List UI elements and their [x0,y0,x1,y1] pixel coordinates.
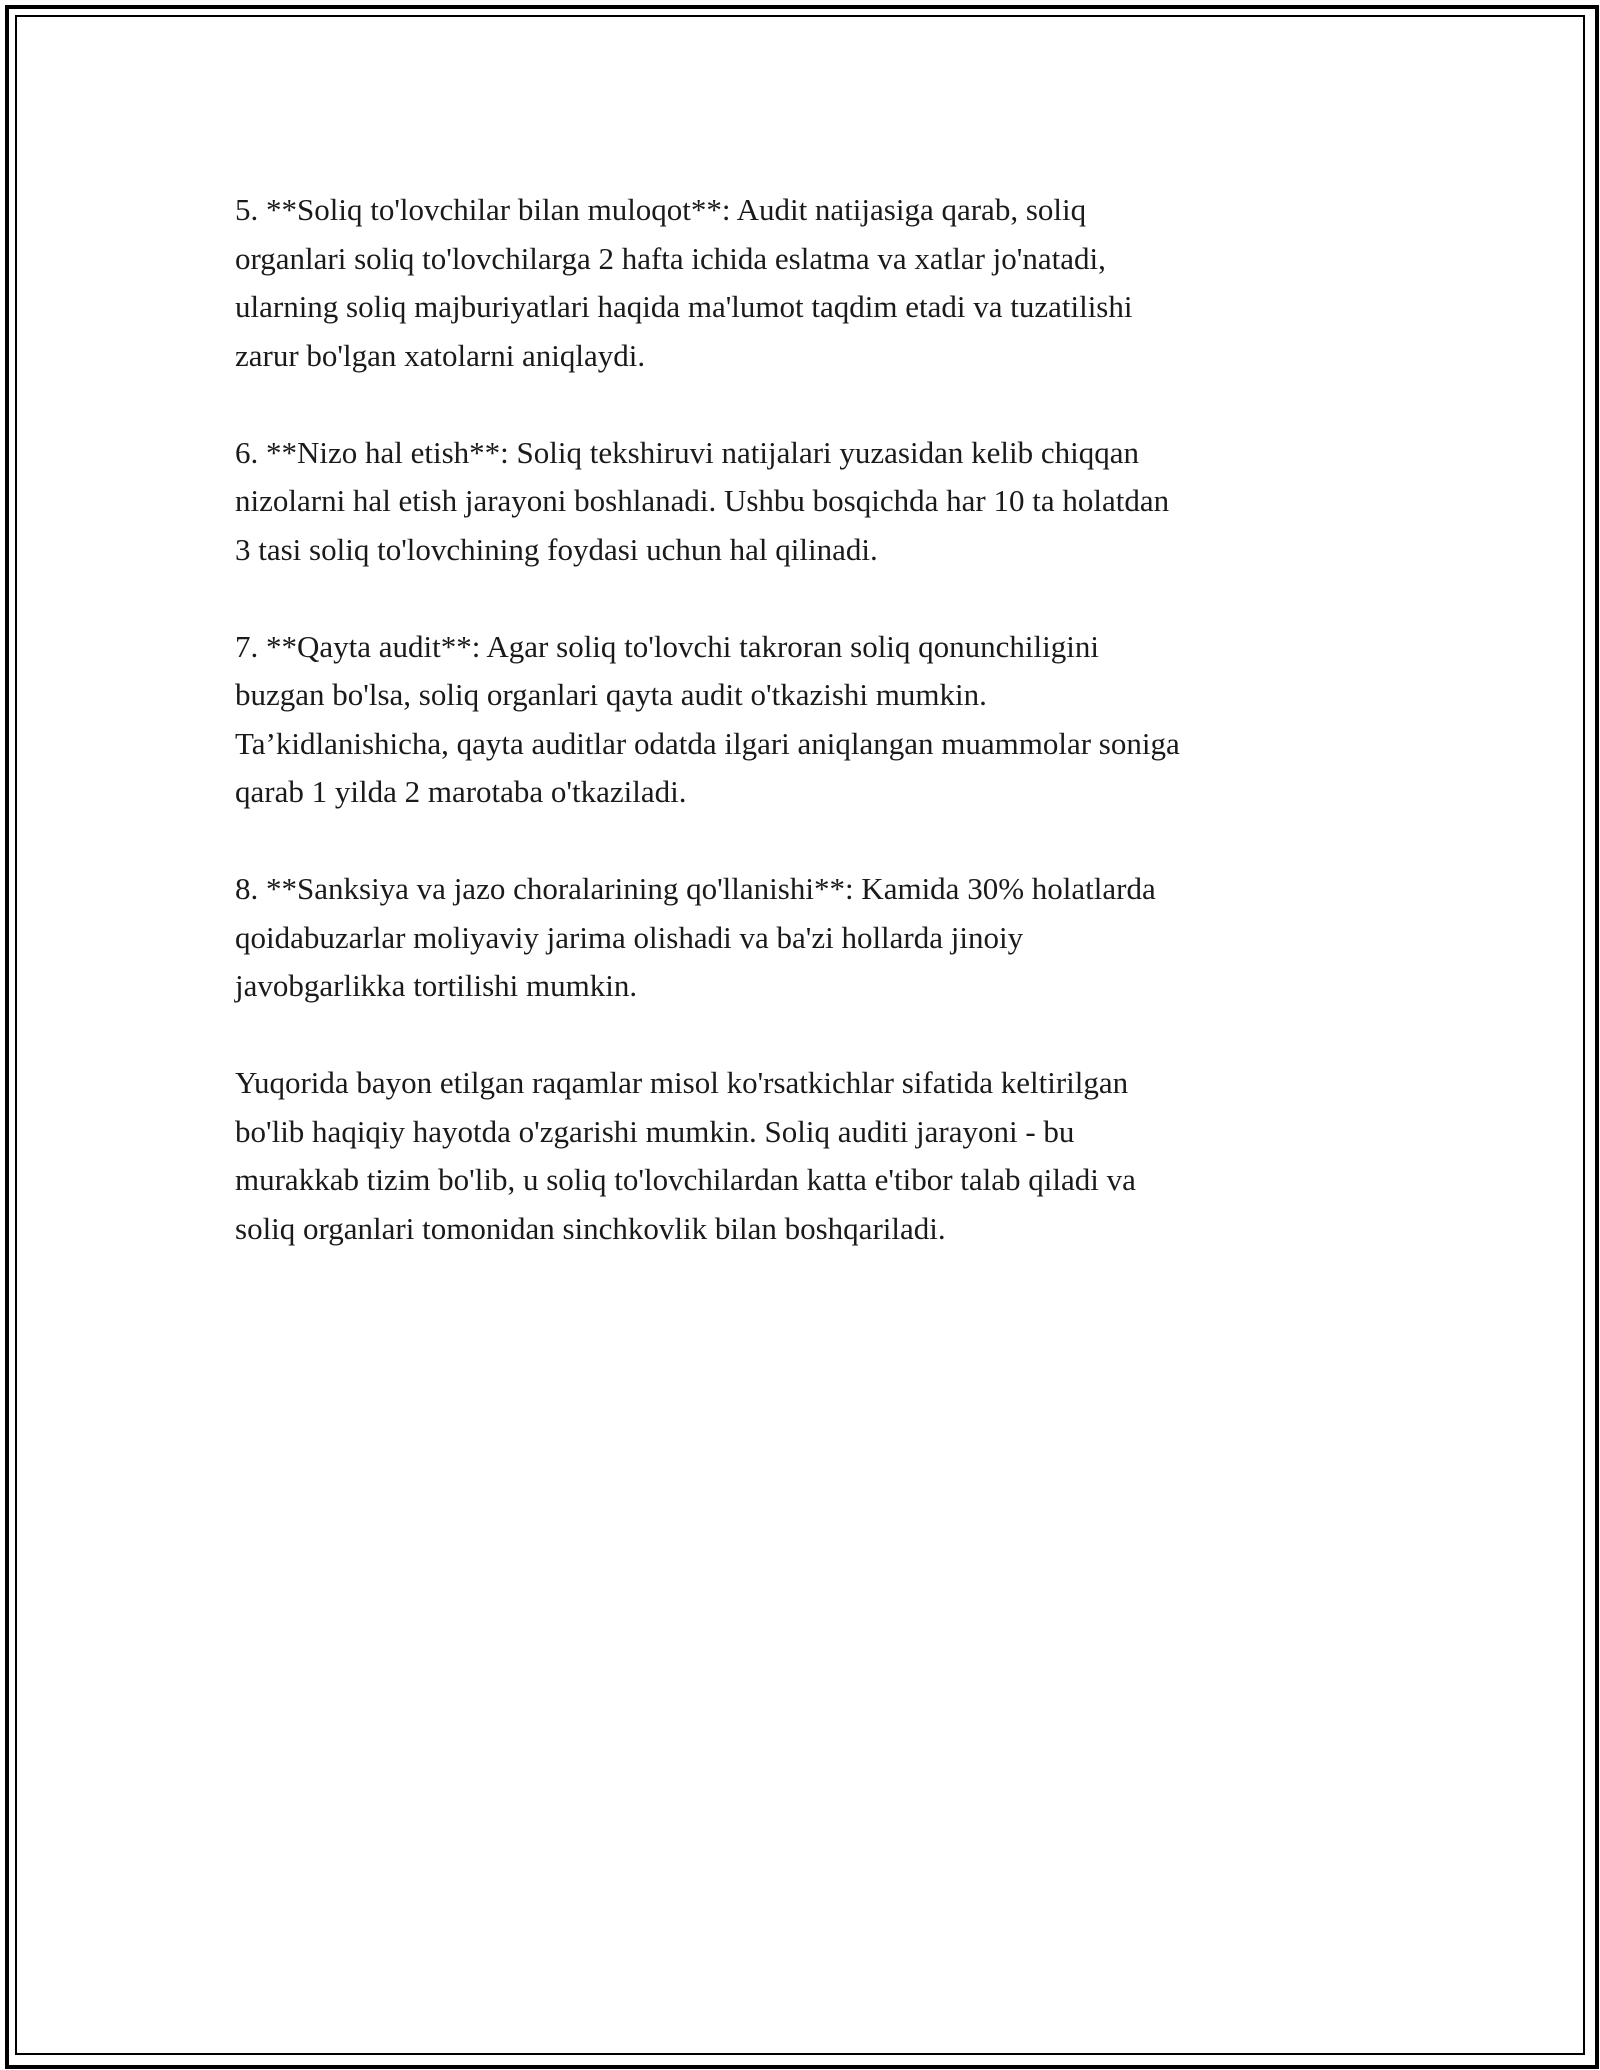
text-line: nizolarni hal etish jarayoni boshlanadi. Ushbu bosqichda har 10 ta holatdan [235,483,1170,518]
paragraph-conclusion [235,1059,1375,1253]
text-line: soliq organlari tomonidan sinchkovlik bilan boshqariladi. [235,1210,946,1246]
text-line: qarab 1 yilda 2 marotaba o'tkaziladi. [235,774,687,809]
text-line: zarur bo'lgan xatolarni aniqlaydi. [235,337,646,373]
document-body [235,186,1375,1302]
text-line: javobgarlikka tortilishi mumkin. [235,968,638,1003]
text-line: 3 tasi soliq to'lovchining foydasi uchun hal qilinadi. [235,531,878,567]
text-line: murakkab tizim bo'lib, u soliq to'lovchilardan katta e'tibor talab qiladi va [235,1162,1136,1197]
paragraph-re-audit [235,623,1375,817]
text-line: organlari soliq to'lovchilarga 2 hafta ichida eslatma va xatlar jo'natadi, [235,240,1106,276]
text-line: Yuqorida bayon etilgan raqamlar misol ko'rsatkichlar sifatida keltirilgan [235,1065,1129,1100]
text-line: bo'lib haqiqiy hayotda o'zgarishi mumkin. Soliq auditi jarayoni - bu [235,1113,1075,1149]
text-line: qoidabuzarlar moliyaviy jarima olishadi va ba'zi hollarda jinoiy [235,919,1024,955]
paragraph-taxpayer-communication [235,186,1375,380]
text-line: 8. **Sanksiya va jazo choralarining qo'llanishi**: Kamida 30% holatlarda [235,871,1156,906]
text-line: 7. **Qayta audit**: Agar soliq to'lovchi takroran soliq qonunchiligini [235,628,1099,664]
text-line: buzgan bo'lsa, soliq organlari qayta audit o'tkazishi mumkin. [235,677,987,712]
text-line: ularning soliq majburiyatlari haqida ma'lumot taqdim etadi va tuzatilishi [235,289,1133,324]
text-line: Ta’kidlanishicha, qayta auditlar odatda ilgari aniqlangan muammolar soniga [235,725,1180,761]
text-line: 6. **Nizo hal etish**: Soliq tekshiruvi natijalari yuzasidan kelib chiqqan [235,434,1139,470]
text-line: 5. **Soliq to'lovchilar bilan muloqot**: Audit natijasiga qarab, soliq [235,192,1087,227]
paragraph-dispute-resolution [235,429,1375,575]
paragraph-sanctions [235,865,1375,1011]
